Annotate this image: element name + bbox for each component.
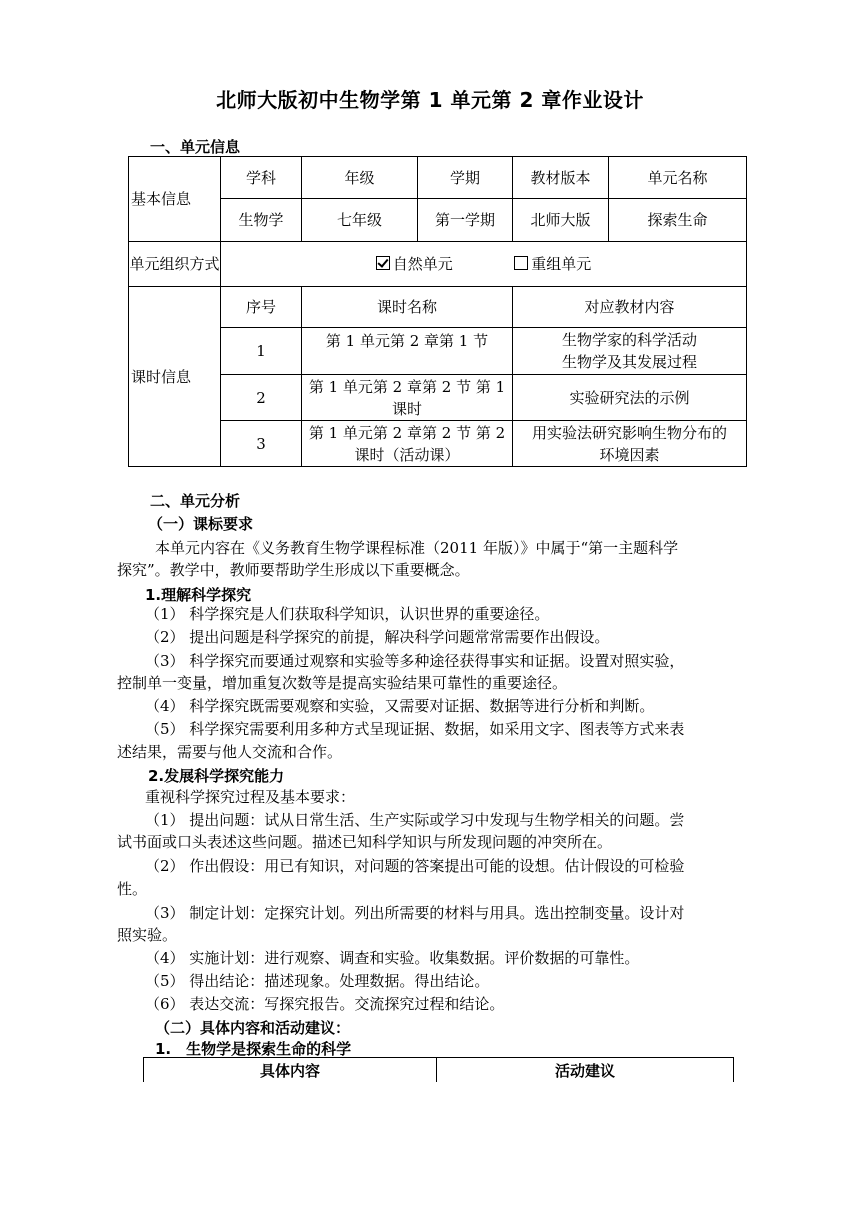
lesson-name	[302, 421, 513, 467]
inquiry-step: （1） 提出问题：试从日常生活、生产实际或学习中发现与生物学相关的问题。尝	[145, 811, 685, 829]
lesson-no: 3	[221, 421, 302, 467]
lesson-name-line: 第 1 单元第 2 章第 2 节 第 1	[308, 377, 506, 396]
lesson-content	[513, 421, 747, 467]
intro-paragraph-line: 本单元内容在《义务教育生物学课程标准（2011 年版）》中属于“第一主题科学	[155, 539, 679, 557]
org-mode-label: 单元组织方式	[129, 242, 221, 287]
inquiry-step: （6） 表达交流：写探究报告。交流探究过程和结论。	[145, 995, 505, 1013]
concept-item-continued: 控制单一变量，增加重复次数等是提高实验结果可靠性的重要途径。	[117, 674, 568, 692]
concept-item: （2） 提出问题是科学探究的前提，解决科学问题常常需要作出假设。	[145, 628, 610, 646]
subsection-content-heading: （二）具体内容和活动建议：	[155, 1019, 351, 1037]
item-heading: 1. 生物学是探索生命的科学	[155, 1040, 352, 1058]
inquiry-step: （2） 作出假设：用已有知识，对问题的答案提出可能的设想。估计假设的可检验	[145, 857, 685, 875]
concept-item: （4） 科学探究既需要观察和实验，又需要对证据、数据等进行分析和判断。	[145, 697, 655, 715]
lesson-header-content: 对应教材内容	[513, 287, 747, 328]
natural-unit-checkbox[interactable]	[376, 256, 390, 270]
activity-header-suggestion: 活动建议	[437, 1058, 734, 1083]
section-unit-analysis-heading: 二、单元分析	[150, 492, 241, 510]
lesson-content-line: 生物学及其发展过程	[561, 353, 697, 371]
value-edition: 北师大版	[513, 199, 609, 242]
section-unit-info-heading: 一、单元信息	[150, 138, 241, 156]
inquiry-step-continued: 性。	[117, 880, 148, 898]
lesson-name-line: 课时	[391, 399, 422, 418]
lesson-header-no: 序号	[221, 287, 302, 328]
header-grade: 年级	[302, 157, 418, 199]
requirements-intro: 重视科学探究过程及基本要求：	[145, 788, 356, 806]
inquiry-step: （4） 实施计划：进行观察、调查和实验。收集数据。评价数据的可靠性。	[145, 949, 640, 967]
intro-paragraph-line: 探究”。教学中，教师要帮助学生形成以下重要概念。	[117, 561, 470, 579]
lesson-content: 实验研究法的示例	[513, 375, 747, 421]
activity-table	[143, 1057, 734, 1082]
header-subject: 学科	[221, 157, 302, 199]
concept-item: （5） 科学探究需要利用多种方式呈现证据、数据，如采用文字、图表等方式来表	[145, 720, 685, 738]
natural-unit-label: 自然单元	[392, 255, 453, 273]
value-term: 第一学期	[418, 199, 513, 242]
value-subject: 生物学	[221, 199, 302, 242]
lesson-content-line: 生物学家的科学活动	[561, 331, 697, 349]
lesson-name	[302, 375, 513, 421]
lesson-content	[513, 328, 747, 375]
inquiry-step-continued: 试书面或口头表述这些问题。描述已知科学知识与所发现问题的冲突所在。	[117, 833, 613, 851]
value-unit-name: 探索生命	[609, 199, 747, 242]
lesson-no: 1	[221, 328, 302, 375]
lesson-name-line: 第 1 单元第 2 章第 2 节 第 2	[308, 423, 506, 442]
org-mode-options	[221, 242, 747, 287]
activity-header-content: 具体内容	[144, 1058, 437, 1083]
value-grade: 七年级	[302, 199, 418, 242]
inquiry-step: （3） 制定计划：定探究计划。列出所需要的材料与用具。选出控制变量。设计对	[145, 904, 685, 922]
unit-info-table	[128, 156, 747, 467]
subsection-curriculum-heading: （一）课标要求	[148, 515, 254, 533]
header-edition: 教材版本	[513, 157, 609, 199]
lesson-no: 2	[221, 375, 302, 421]
inquiry-step: （5） 得出结论：描述现象。处理数据。得出结论。	[145, 972, 490, 990]
lesson-name-line: 课时（活动课）	[354, 445, 460, 464]
regroup-unit-checkbox[interactable]	[514, 256, 528, 270]
lesson-header-name: 课时名称	[302, 287, 513, 328]
header-unit-name: 单元名称	[609, 157, 747, 199]
lesson-info-label: 课时信息	[129, 287, 221, 467]
header-term: 学期	[418, 157, 513, 199]
heading-develop-inquiry: 2.发展科学探究能力	[148, 767, 285, 785]
inquiry-step-continued: 照实验。	[117, 926, 178, 944]
basic-info-label: 基本信息	[129, 157, 221, 242]
document-title: 北师大版初中生物学第 1 单元第 2 章作业设计	[216, 88, 644, 112]
lesson-content-line: 环境因素	[599, 445, 660, 464]
concept-item: （3） 科学探究而要通过观察和实验等多种途径获得事实和证据。设置对照实验，	[145, 652, 685, 670]
lesson-content-line: 用实验法研究影响生物分布的	[531, 423, 727, 442]
lesson-name: 第 1 单元第 2 章第 1 节	[302, 328, 513, 375]
concept-item-continued: 述结果，需要与他人交流和合作。	[117, 743, 343, 761]
heading-understand-inquiry: 1.理解科学探究	[145, 586, 252, 604]
regroup-unit-label: 重组单元	[531, 255, 592, 273]
concept-item: （1） 科学探究是人们获取科学知识，认识世界的重要途径。	[145, 605, 550, 623]
